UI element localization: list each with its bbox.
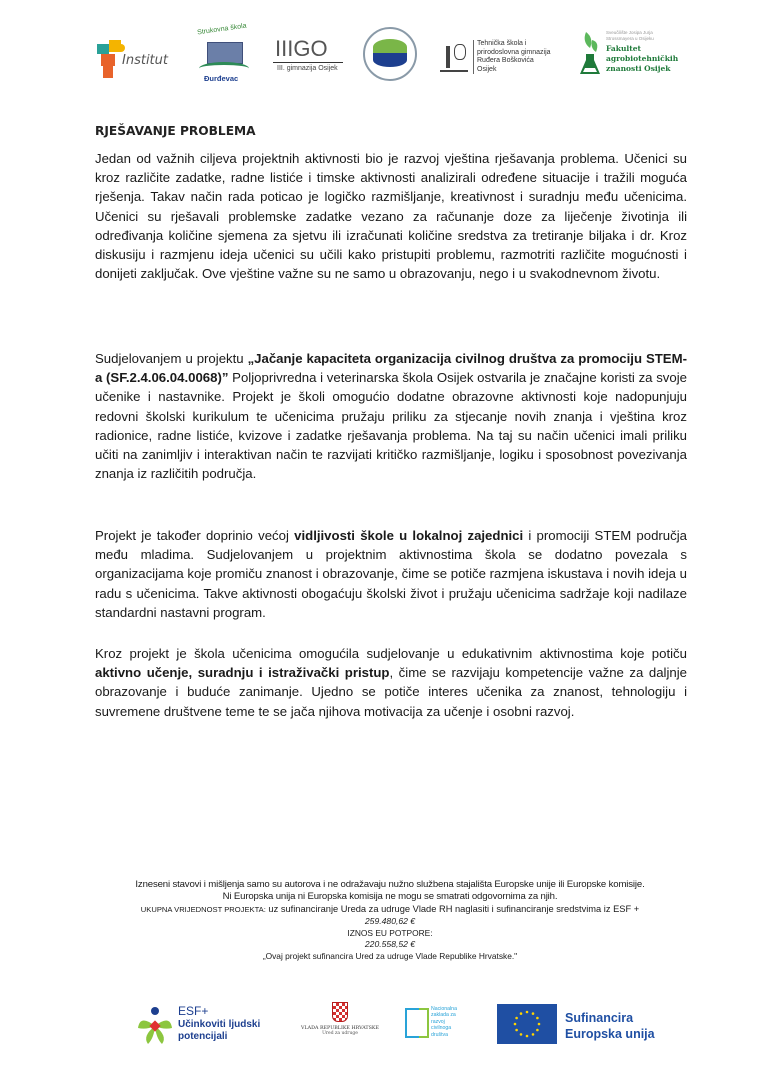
project-title-bold: „Jačanje kapaciteta organizacija civilnog društva za promociju STEM-a (SF.2.4.06.04.0068)” <box>95 351 687 386</box>
paragraph-project-benefits <box>95 349 687 483</box>
paragraph-text: Sudjelovanjem u projektu <box>95 351 248 366</box>
paragraph-text: Kroz projekt je škola učenicima omogućila sudjelovanje u edukativnim aktivnostima koje potiču <box>95 646 687 661</box>
section-title: RJEŠAVANJE PROBLEMA <box>95 124 256 138</box>
paragraph-text: , čime se razvijaju kompetencije važne za daljnje obrazovanje i buduće zanimanje. Ujedno se potiče interes učenika za znanost, tehnologiju i suvremene društvene teme te se jača njihova motivacija za učenje i osobni razvoj. <box>95 665 687 719</box>
divider <box>473 40 474 74</box>
paragraph-text: Poljoprivredna i veterinarska škola Osijek ostvarila je značajne koristi za svoje učenike i nastavnike. Projekt je školi omogućio dodatne obrazovne aktivnosti koje nadopunjuju redovni školski kurikulum te učenicima pružaju priliku za stjecanje novih znanja i vještina kroz radionice, radne listiće, kvizove i zadatke rješavanja problema. Na taj su način učenici imali priliku učiti na zanimljiv i interaktivan način te razvijati kritičko razmišljanje, logiku i sposobnost povezivanja znanja iz različitih područja. <box>95 370 687 482</box>
total-value-label: UKUPNA VRIJEDNOST PROJEKTA: <box>140 905 266 914</box>
esf-line-1: Učinkoviti ljudski <box>178 1019 261 1030</box>
eu-line-2: Europska unija <box>565 1027 655 1041</box>
vlada-rh-logo <box>290 1002 390 1048</box>
bracket-icon <box>419 1008 429 1038</box>
paragraph-text: i promociji STEM područja među mladima. Sudjelovanjem u projektnim aktivnostima škola se dodatno povezala s organizacijama koje promiču znanost i obrazovanje, čime se potiče razmjena iskustava i novih ideja u radu s učenicima. Takve aktivnosti obogaćuju školski život i pružaju učenicima sadržaje koji nadilaze standardni nastavni program. <box>95 528 687 620</box>
school-building-icon <box>207 42 243 64</box>
eu-cofinancing-logo <box>497 1004 677 1048</box>
esf-plus-logo <box>136 1004 276 1048</box>
institut-logo <box>95 36 180 84</box>
seal-blue-wave <box>373 53 407 67</box>
tehnicka-line-2: prirodoslovna gimnazija <box>477 48 551 56</box>
fazos-university-line-1: Sveučilište Josipa Jurja <box>606 30 653 35</box>
eu-support-label: IZNOS EU POTPORE: <box>347 927 433 938</box>
fazos-line-3: znanosti Osijek <box>606 64 671 73</box>
tehnicka-line-1: Tehnička škola i <box>477 40 527 47</box>
total-value-line <box>80 903 700 916</box>
paragraph-visibility <box>95 526 687 622</box>
strukovna-arc-text: Strukovna škola <box>196 22 248 37</box>
iiigo-text: III. gimnazija Osijek <box>277 65 338 72</box>
funding-footer <box>80 879 700 962</box>
nzrcd-line-5: društva <box>431 1031 449 1038</box>
round-seal-logo <box>363 27 417 81</box>
cofinance-note: „Ovaj projekt sufinancira Ured za udruge Vlade Republike Hrvatske." <box>262 950 518 961</box>
active-learning-bold: aktivno učenje, suradnju i istraživački pristup <box>95 665 390 681</box>
tehnicka-line-4: Osijek <box>477 65 497 73</box>
eu-flag-icon <box>497 1004 557 1044</box>
arrow-line <box>273 62 343 63</box>
esf-flower-icon <box>136 1006 174 1046</box>
total-value-amount: 259.480,62 € <box>364 916 416 926</box>
fazos-university-line-2: Strossmayera u Osijeku <box>606 35 654 41</box>
tehnicka-line-3: Ruđera Boškovića <box>477 57 534 64</box>
iii-gimnazija-osijek-logo <box>273 36 345 76</box>
paragraph-problem-solving <box>95 149 687 283</box>
fazos-logo <box>578 28 695 82</box>
nzrcd-line-2: zaklada za <box>431 1012 456 1019</box>
nzrcd-line-1: Nacionalna <box>431 1006 457 1012</box>
flask-sprout-icon <box>578 30 602 76</box>
esf-line-2: potencijali <box>178 1031 228 1042</box>
iiigo-mark: IIIGO <box>275 36 328 61</box>
fazos-line-2: agrobiotehničkih <box>606 54 679 63</box>
bottom-logo-strip <box>130 1000 690 1060</box>
vlada-line-1: VLADA REPUBLIKE HRVATSKE <box>301 1026 379 1031</box>
tehnicka-emblem-icon <box>440 42 468 72</box>
bracket-icon <box>405 1008 419 1038</box>
eu-support-amount: 220.558,52 € <box>364 939 416 949</box>
strukovna-skola-durdevac-logo <box>193 24 255 88</box>
fazos-line-1: Fakultet <box>606 44 641 53</box>
durdevac-text: Đurđevac <box>204 74 239 83</box>
nacionalna-zaklada-logo <box>405 1002 475 1052</box>
eu-line-1: Sufinancira <box>565 1011 634 1025</box>
croatian-coat-of-arms-icon <box>332 1002 348 1022</box>
nzrcd-line-4: civilnoga <box>431 1025 452 1032</box>
vlada-line-2: Ured za udruge <box>322 1031 358 1036</box>
paragraph-text: Jedan od važnih ciljeva projektnih aktivnosti bio je razvoj vještina rješavanja problema. Učenici su kroz različite zadatke, radne listiće i timske aktivnosti analizirali određene situacije i tražili moguća rješenja. Takav način rada poticao je logičko razmišljanje, kreativnost i suradnju među učenicima. Učenici su rješavali problemske zadatke vezano za računanje doze za liječenje životinja ili određivanja količine sjemena za sjetvu ili izračunati količine sredstva za tretiranje biljaka i dr. Kroz diskusiju i razmjenu ideja učenici su učili kako pristupiti problemu, razmotriti različite mogućnosti i donijeti zaključak. Ove vještine važne su ne samo u obrazovanju, nego i u svakodnevnom životu. <box>95 151 687 282</box>
header-logo-strip <box>95 22 695 94</box>
visibility-bold: vidljivosti škole u lokalnoj zajednici <box>294 528 524 543</box>
document-body <box>95 124 687 719</box>
total-value-note: uz sufinanciranje Ureda za udruge Vlade RH naglasiti i sufinanciranje sredstvima iz ESF + <box>265 904 640 914</box>
disclaimer-line-2: Ni Europska unija ni Europska komisija ne mogu se smatrati odgovornima za njih. <box>222 891 558 902</box>
nzrcd-line-3: razvoj <box>431 1018 445 1025</box>
paragraph-active-learning <box>95 644 687 721</box>
esf-title: ESF+ <box>178 1004 209 1018</box>
disclaimer-line-1: Izneseni stavovi i mišljenja samo su autorova i ne odražavaju nužno službena stajališta Europske unije ili Europske komisije. <box>135 879 645 890</box>
tehnicka-skola-logo <box>440 40 570 80</box>
institut-logo-text: Institut <box>122 53 168 68</box>
paragraph-text: Projekt je također doprinio većoj <box>95 528 295 543</box>
